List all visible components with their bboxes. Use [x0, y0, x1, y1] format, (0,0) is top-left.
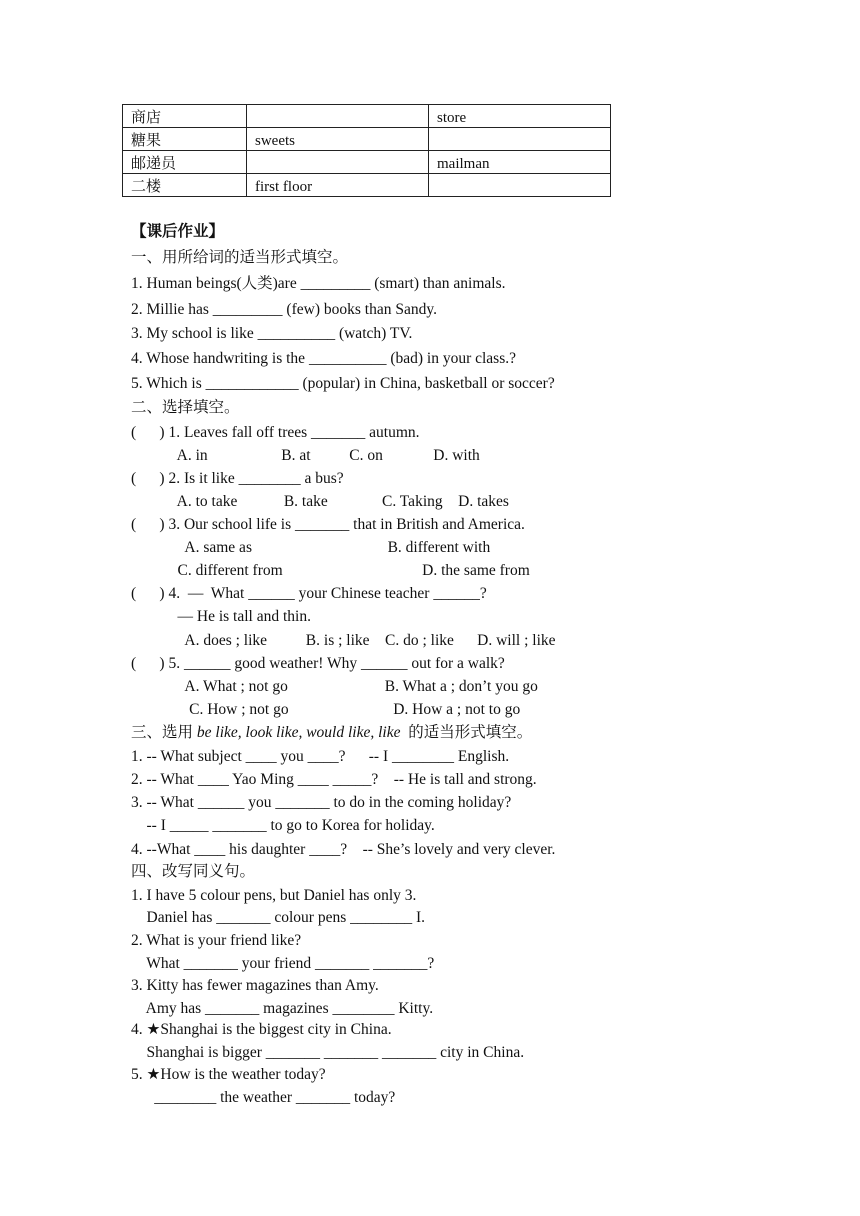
- table-cell: [247, 105, 429, 128]
- option-line: A. does ; like B. is ; like C. do ; like D. will ; like: [131, 632, 556, 649]
- question-line: ( ) 2. Is it like ________ a bus?: [131, 470, 344, 487]
- section-title: 二、选择填空。: [131, 399, 240, 416]
- question-line: 5. Which is ____________ (popular) in China, basketball or soccer?: [131, 375, 555, 392]
- section-title: 四、改写同义句。: [131, 863, 256, 880]
- question-line: — He is tall and thin.: [131, 608, 311, 625]
- option-line: C. How ; not go D. How a ; not to go: [131, 701, 521, 718]
- table-cell: 商店: [123, 105, 247, 128]
- table-cell: 糖果: [123, 128, 247, 151]
- option-line: A. in B. at C. on D. with: [131, 447, 480, 464]
- question-line: 2. -- What ____ Yao Ming ____ _____? -- He is tall and strong.: [131, 771, 537, 788]
- question-line: 1. -- What subject ____ you ____? -- I ________ English.: [131, 748, 510, 765]
- section-title-italic: be like, look like, would like, like: [196, 724, 401, 741]
- question-line: 2. What is your friend like?: [131, 932, 302, 949]
- table-cell: [429, 128, 611, 151]
- table-row: [123, 151, 611, 174]
- question-line: 4. ★Shanghai is the biggest city in China.: [131, 1021, 392, 1038]
- answer-line: Amy has _______ magazines ________ Kitty.: [131, 1000, 434, 1017]
- question-line: ( ) 1. Leaves fall off trees _______ autumn.: [131, 424, 420, 441]
- answer-line: Shanghai is bigger _______ _______ _______ city in China.: [131, 1044, 525, 1061]
- homework-title: 【课后作业】: [131, 223, 225, 240]
- question-line: -- I _____ _______ to go to Korea for holiday.: [131, 817, 435, 834]
- table-cell: mailman: [429, 151, 611, 174]
- question-line: 3. Kitty has fewer magazines than Amy.: [131, 977, 379, 994]
- answer-line: ________ the weather _______ today?: [131, 1089, 396, 1106]
- question-line: 3. My school is like __________ (watch) TV.: [131, 325, 413, 342]
- question-line: ( ) 3. Our school life is _______ that in British and America.: [131, 516, 525, 533]
- table-cell: 二楼: [123, 174, 247, 197]
- question-line: 3. -- What ______ you _______ to do in the coming holiday?: [131, 794, 512, 811]
- option-line: A. to take B. take C. Taking D. takes: [131, 493, 509, 510]
- table-row: [123, 174, 611, 197]
- table-row: [123, 128, 611, 151]
- question-line: ( ) 5. ______ good weather! Why ______ out for a walk?: [131, 655, 505, 672]
- table-cell: [247, 151, 429, 174]
- answer-line: Daniel has _______ colour pens ________ I.: [131, 909, 426, 926]
- question-line: 1. I have 5 colour pens, but Daniel has only 3.: [131, 887, 417, 904]
- option-line: A. same as B. different with: [131, 539, 491, 556]
- section-title-prefix: 三、选用: [131, 724, 197, 741]
- section-title-suffix: 的适当形式填空。: [400, 724, 533, 741]
- question-line: ( ) 4. — What ______ your Chinese teacher ______?: [131, 585, 487, 602]
- vocabulary-table: [122, 104, 611, 197]
- question-line: 4. --What ____ his daughter ____? -- She’s lovely and very clever.: [131, 841, 556, 858]
- option-line: A. What ; not go B. What a ; don’t you go: [131, 678, 538, 695]
- table-cell: 邮递员: [123, 151, 247, 174]
- section-title: [131, 723, 532, 743]
- table-row: [123, 105, 611, 128]
- table-cell: store: [429, 105, 611, 128]
- question-line: 4. Whose handwriting is the __________ (bad) in your class.?: [131, 350, 516, 367]
- section-title: 一、用所给词的适当形式填空。: [131, 249, 349, 266]
- question-line: 5. ★How is the weather today?: [131, 1066, 326, 1083]
- table-cell: [429, 174, 611, 197]
- option-line: C. different from D. the same from: [131, 562, 530, 579]
- table-cell: sweets: [247, 128, 429, 151]
- question-line: 2. Millie has _________ (few) books than Sandy.: [131, 301, 437, 318]
- question-line: 1. Human beings(人类)are _________ (smart) than animals.: [131, 275, 506, 292]
- answer-line: What _______ your friend _______ _______?: [131, 955, 435, 972]
- table-cell: first floor: [247, 174, 429, 197]
